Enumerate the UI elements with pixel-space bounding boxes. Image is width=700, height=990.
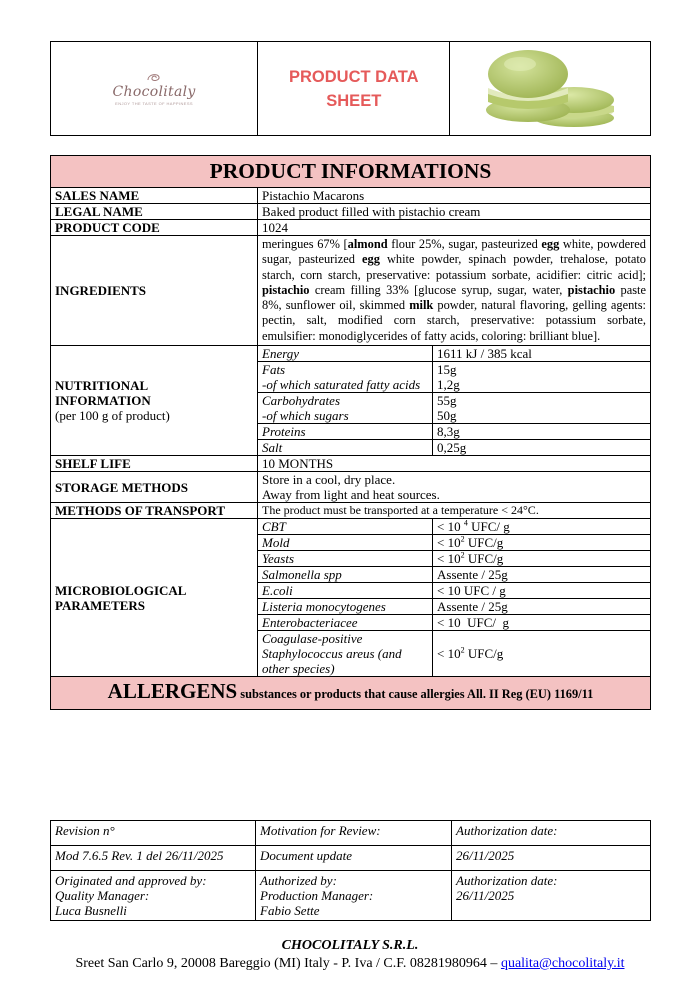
yeasts-value-b: UFC/g [464, 551, 504, 567]
storage-value [258, 472, 651, 503]
legal-name-label: LEGAL NAME [51, 204, 258, 220]
transport-value: The product must be transported at a temperature < 24°C. [258, 503, 651, 519]
row-storage [51, 472, 651, 503]
carbs-key-line2: -of which sugars [262, 408, 349, 424]
motivation-value: Document update [256, 846, 452, 871]
authorized-line3: Fabio Sette [260, 903, 320, 918]
listeria-value: Assente / 25g [433, 599, 651, 615]
ingredient-text: flour 25%, sugar, pasteurized [387, 237, 542, 251]
row-legal-name [51, 204, 651, 220]
fats-key [258, 362, 433, 393]
cbt-value [433, 519, 651, 535]
ecoli-value: < 10 UFC / g [433, 583, 651, 599]
staph-key: Coagulase-positive Staphylococcus areus (and other species) [258, 631, 433, 677]
proteins-value: 8,3g [433, 424, 651, 440]
storage-line1: Store in a cool, dry place. [262, 472, 396, 488]
row-shelf-life [51, 456, 651, 472]
row-transport [51, 503, 651, 519]
nutrition-label [51, 346, 258, 456]
micro-label-line1: MICROBIOLOGICAL [55, 582, 187, 598]
staph-exponent: 2 [460, 645, 465, 655]
product-info-table [50, 155, 651, 710]
auth-date-value: 26/11/2025 [452, 846, 651, 871]
micro-values [258, 519, 651, 677]
staph-value-a: < 10 [437, 646, 461, 662]
nutrition-values [258, 346, 651, 456]
transport-label: METHODS OF TRANSPORT [51, 503, 258, 519]
ingredient-text: paste 8%, sunflower oil, skimmed [262, 282, 646, 313]
ingredients-value [258, 236, 651, 346]
shelf-life-label: SHELF LIFE [51, 456, 258, 472]
authorized-line1: Authorized by: [260, 873, 337, 888]
yeasts-value [433, 551, 651, 567]
row-sales-name [51, 188, 651, 204]
nutrition-label-line3: (per 100 g of product) [55, 408, 170, 424]
cbt-key: CBT [258, 519, 433, 535]
row-micro [51, 519, 651, 677]
fats-value [433, 362, 651, 393]
logo-text: Chocolitaly [112, 84, 196, 100]
energy-value: 1611 kJ / 385 kcal [433, 346, 651, 362]
nutrition-label-line2: INFORMATION [55, 393, 151, 409]
revision-value: Mod 7.6.5 Rev. 1 del 26/11/2025 [51, 846, 256, 871]
document-title-line1: PRODUCT DATA [289, 67, 419, 86]
revision-header: Revision n° [51, 821, 256, 846]
product-image-cell [450, 42, 651, 136]
row-product-code [51, 220, 651, 236]
footer-company: CHOCOLITALY S.R.L. [281, 938, 419, 953]
authorization-line1: Authorization date: [456, 873, 558, 888]
mold-value-b: UFC/g [464, 535, 504, 551]
originated-by [51, 871, 256, 921]
ingredient-text: white, powdered sugar, pasteurized [262, 237, 646, 267]
allergen-word: almond [347, 237, 388, 251]
yeasts-exponent: 2 [460, 550, 465, 560]
legal-name-value: Baked product filled with pistachio cream [258, 204, 651, 220]
footer [0, 938, 700, 972]
salmonella-key: Salmonella spp [258, 567, 433, 583]
entero-value: < 10 UFC/ g [433, 615, 651, 631]
micro-label-line2: PARAMETERS [55, 597, 146, 613]
allergen-word: milk [409, 298, 434, 313]
fats-key-line1: Fats [262, 362, 286, 378]
authorization-date [452, 871, 651, 921]
revision-table [50, 820, 651, 921]
micro-label [51, 519, 258, 677]
mold-exponent: 2 [460, 534, 465, 544]
salmonella-value: Assente / 25g [433, 567, 651, 583]
product-code-label: PRODUCT CODE [51, 220, 258, 236]
fats-key-line2: -of which saturated fatty acids [262, 377, 421, 393]
footer-address: Sreet San Carlo 9, 20008 Bareggio (MI) Italy - P. Iva / C.F. 08281980964 – [75, 956, 501, 971]
authorized-line2: Production Manager: [260, 888, 374, 903]
carbs-key [258, 393, 433, 424]
ingredient-text: white powder, spinach powder, trehalose, potato starch, corn starch, preservative: potassium sorbate, acidifier: citric acid]; [262, 252, 646, 282]
yeasts-value-a: < 10 [437, 551, 461, 567]
motivation-header: Motivation for Review: [256, 821, 452, 846]
sales-name-label: SALES NAME [51, 188, 258, 204]
allergen-word: egg [362, 252, 380, 267]
cbt-exponent: 4 [463, 518, 468, 528]
ingredient-text: powder, natural flavoring, gelling agents: pectin, salt, modified corn starch, preservative: potassium sorbate, emulsifier: monodiglycerides of fatty acids, coloring: brilliant blue]. [262, 298, 646, 343]
company-logo [113, 72, 196, 106]
energy-key: Energy [258, 346, 433, 362]
allergens-banner [51, 677, 651, 710]
carbs-value-line2: 50g [437, 408, 457, 424]
ingredients-label: INGREDIENTS [51, 236, 258, 346]
footer-address-line [0, 956, 700, 972]
mold-value [433, 535, 651, 551]
ingredient-text: cream filling 33% [glucose syrup, sugar, water, [309, 282, 568, 297]
allergen-word: pistachio [262, 282, 310, 297]
shelf-life-value: 10 MONTHS [258, 456, 651, 472]
originated-line3: Luca Busnelli [55, 903, 127, 918]
allergen-word: pistachio [567, 282, 616, 297]
authorized-by [256, 871, 452, 921]
header-table [50, 41, 651, 136]
row-allergens [51, 677, 651, 710]
authorization-line2: 26/11/2025 [456, 888, 515, 903]
row-nutrition [51, 346, 651, 456]
mold-key: Mold [258, 535, 433, 551]
carbs-key-line1: Carbohydrates [262, 393, 340, 409]
entero-key: Enterobacteriacee [258, 615, 433, 631]
salt-value: 0,25g [437, 440, 467, 456]
footer-email-link[interactable]: qualita@chocolitaly.it [500, 956, 625, 971]
logo-subtitle: ENJOY THE TASTE OF HAPPINESS [115, 101, 193, 106]
logo-cell [51, 42, 258, 136]
mold-value-a: < 10 [437, 535, 461, 551]
carbs-value-line1: 55g [437, 393, 457, 409]
storage-label: STORAGE METHODS [51, 472, 258, 503]
allergen-word: egg [541, 237, 560, 251]
nutrition-label-line1: NUTRITIONAL [55, 378, 149, 394]
fats-value-line2: 1,2g [437, 377, 460, 393]
macaron-image [480, 44, 620, 128]
product-code-value: 1024 [258, 220, 651, 236]
staph-value [433, 631, 651, 677]
originated-line2: Quality Manager: [55, 888, 150, 903]
ingredient-text: meringues 67% [ [262, 237, 348, 251]
salt-key: Salt [258, 440, 433, 456]
ecoli-key: E.coli [258, 583, 433, 599]
storage-line2: Away from light and heat sources. [262, 487, 440, 503]
cbt-value-b: UFC/ g [467, 519, 510, 535]
auth-date-header: Authorization date: [452, 821, 651, 846]
logo-swirl-icon [145, 72, 163, 84]
listeria-key: Listeria monocytogenes [258, 599, 433, 615]
document-title-line2: SHEET [326, 91, 382, 110]
yeasts-key: Yeasts [258, 551, 433, 567]
allergens-title: ALLERGENS [107, 679, 238, 704]
originated-line1: Originated and approved by: [55, 873, 207, 888]
row-ingredients [51, 236, 651, 346]
document-title [258, 42, 450, 136]
allergens-subtitle: substances or products that cause allergies All. II Reg (EU) 1169/11 [237, 687, 594, 702]
carbs-value [433, 393, 651, 424]
cbt-value-a: < 10 [437, 519, 464, 535]
staph-value-b: UFC/g [464, 646, 504, 662]
section-title: PRODUCT INFORMATIONS [51, 156, 651, 188]
fats-value-line1: 15g [437, 362, 457, 378]
sales-name-value: Pistachio Macarons [258, 188, 651, 204]
proteins-key: Proteins [258, 424, 433, 440]
